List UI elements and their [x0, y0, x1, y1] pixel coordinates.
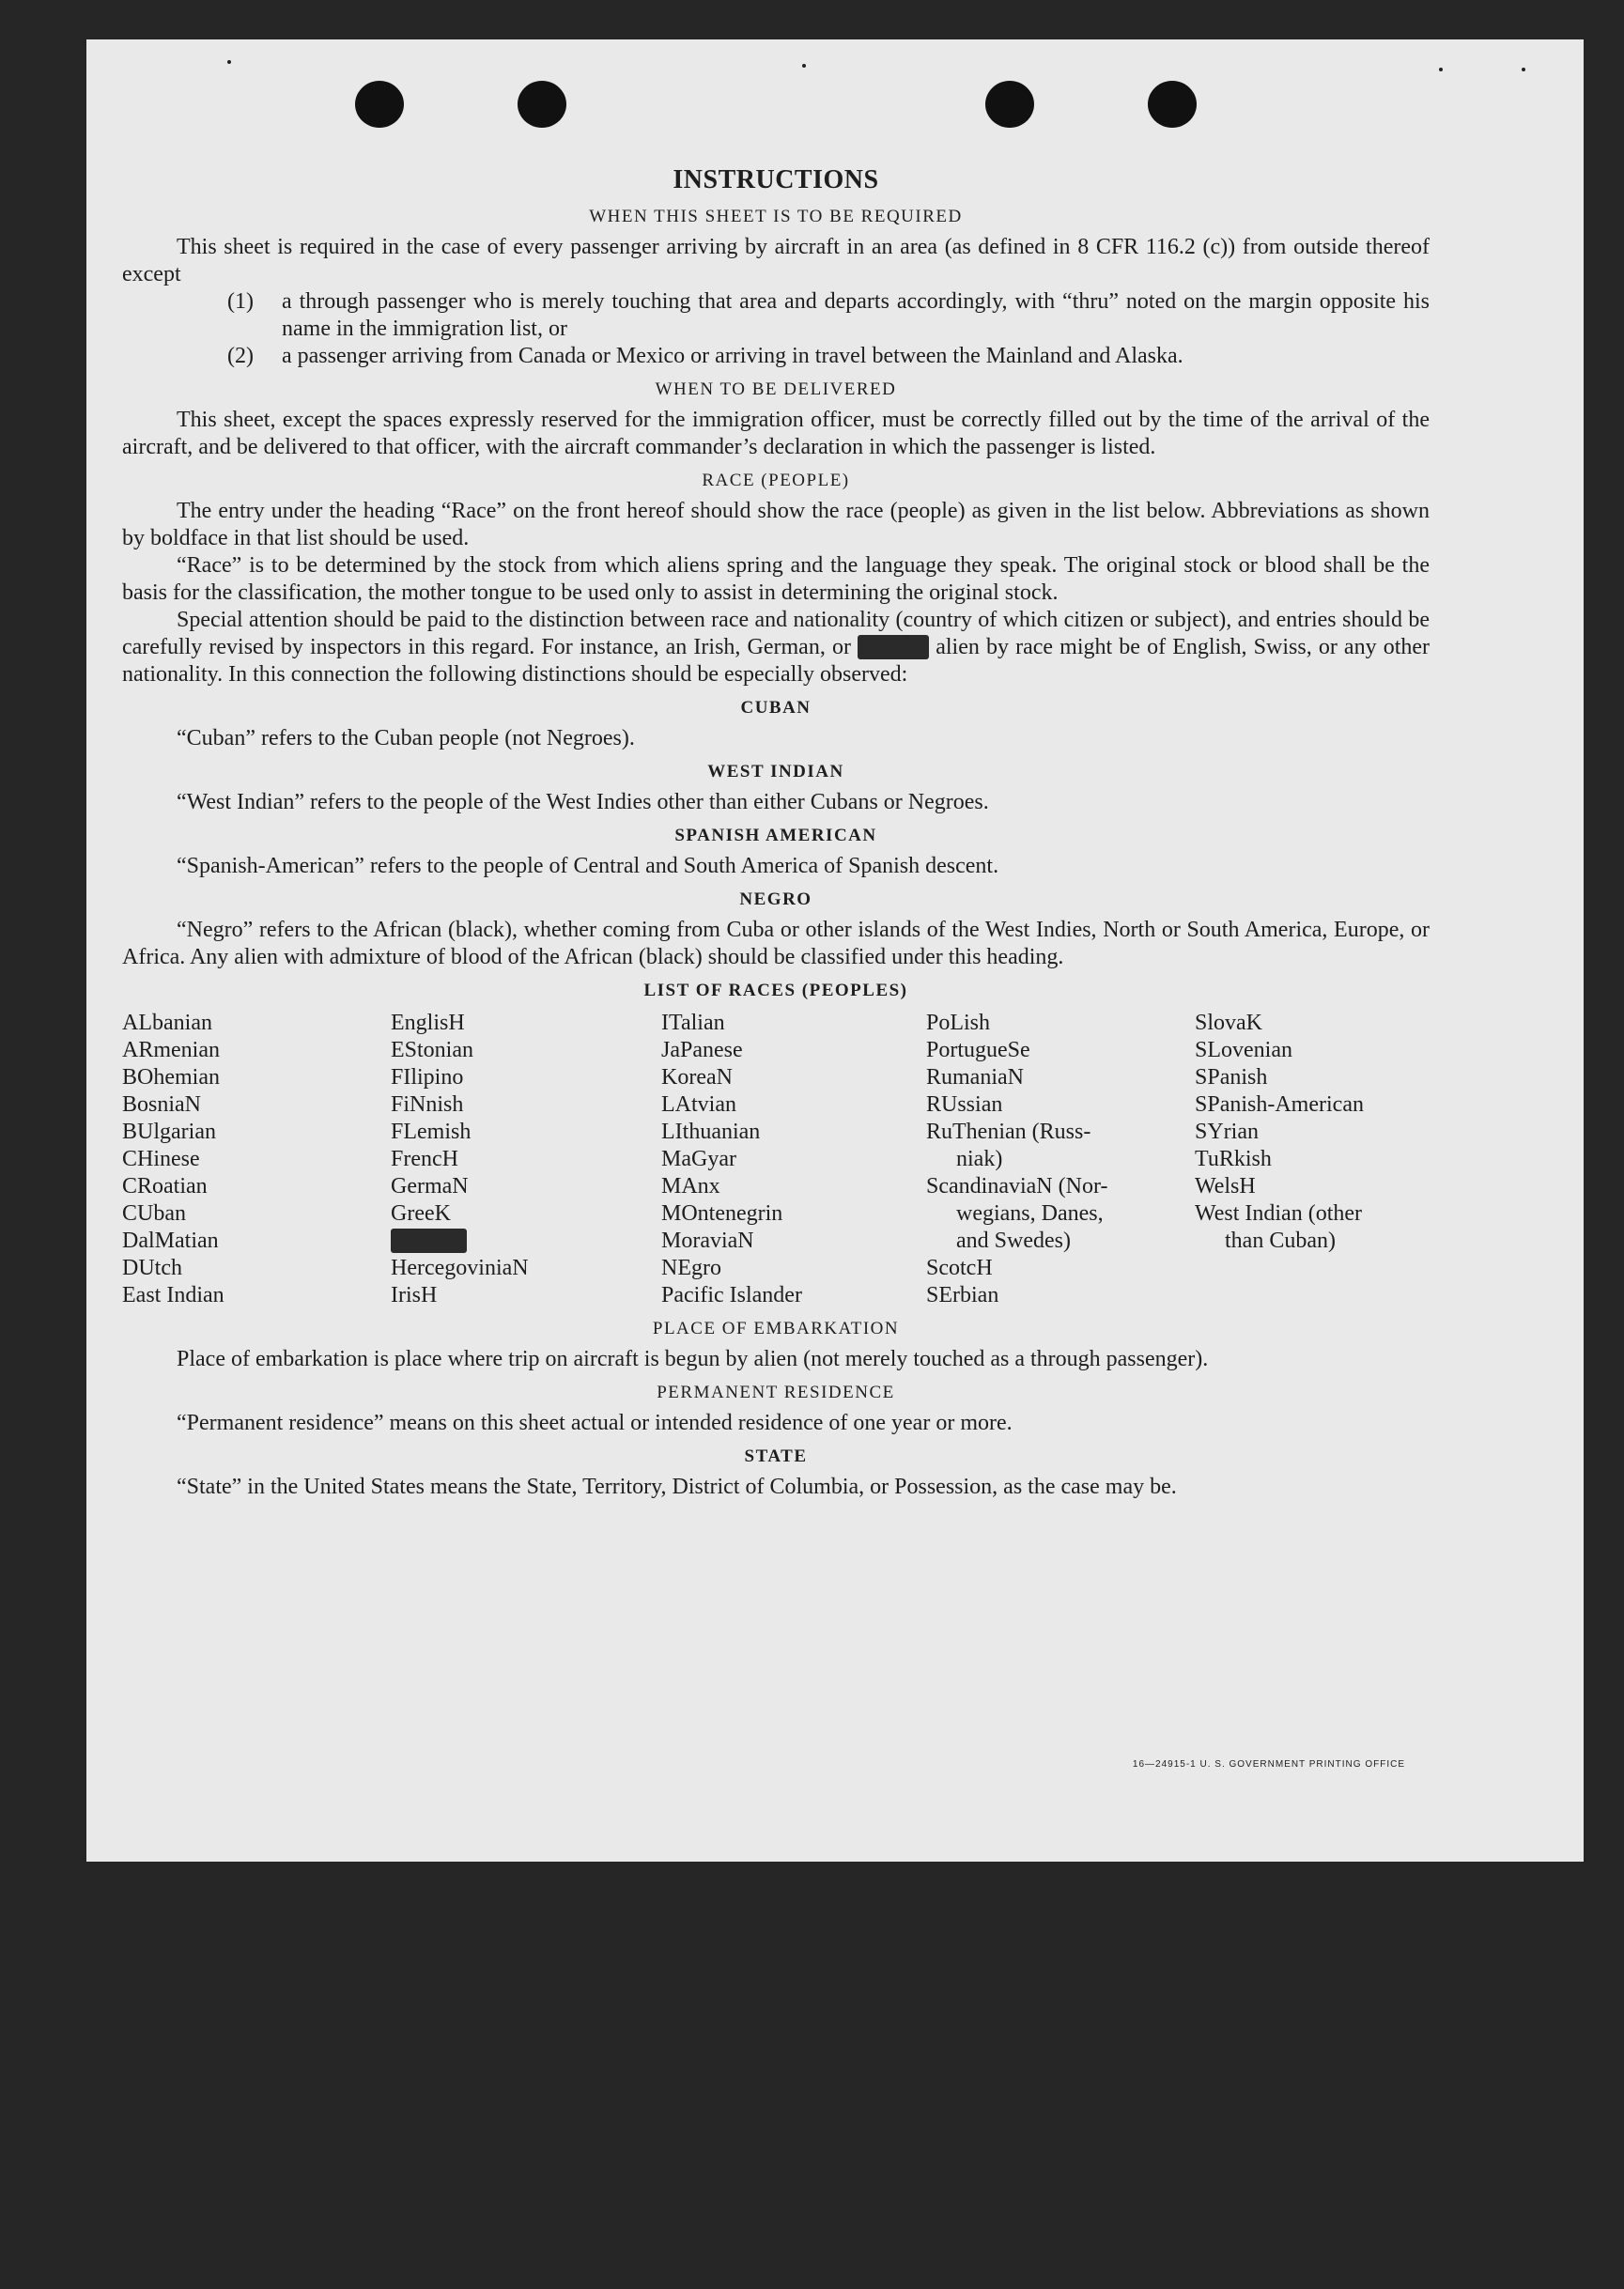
- race-entry: NEgro: [661, 1256, 721, 1280]
- instructions-content: [122, 166, 1430, 1501]
- race-entry: CHinese: [122, 1147, 200, 1171]
- race-entry: KoreaN: [661, 1065, 733, 1090]
- race-entry: MAnx: [661, 1174, 720, 1199]
- state-text: “State” in the United States means the State, Territory, District of Columbia, or Possession, as the case may be.: [177, 1475, 1177, 1499]
- races-column: [122, 1010, 391, 1309]
- punch-hole: [1148, 81, 1197, 128]
- race-entry: JaPanese: [661, 1038, 743, 1062]
- race-paragraph-3-start: Special attention should be paid to the distinction between race and nationality (country of which citizen or subject), and entries should be carefully revised by inspectors in this regard. For instance, an Irish, German, or: [122, 608, 1430, 659]
- negro-text: “Negro” refers to the African (black), whether coming from Cuba or other islands of the West Indies, North or South America, Europe, or Africa. Any alien with admixture of blood of the African (black) should be classified under this heading.: [122, 918, 1430, 969]
- race-paragraph-3: [122, 607, 1430, 688]
- race-entry: RumaniaN: [926, 1065, 1024, 1090]
- race-entry: IrisH: [391, 1283, 438, 1307]
- races-column: [661, 1010, 926, 1309]
- race-entry: ScotcH: [926, 1256, 993, 1280]
- race-entry: EStonian: [391, 1038, 473, 1062]
- race-entry: MOntenegrin: [661, 1201, 783, 1226]
- races-list: [122, 1010, 1430, 1309]
- race-entry: wegians, Danes,: [956, 1201, 1104, 1226]
- race-entry: SlovaK: [1195, 1011, 1262, 1035]
- race-entry: CRoatian: [122, 1174, 208, 1199]
- heading-required: WHEN THIS SHEET IS TO BE REQUIRED: [589, 207, 963, 226]
- race-entry: and Swedes): [956, 1229, 1071, 1253]
- races-column: [1195, 1010, 1430, 1309]
- embarkation-text: Place of embarkation is place where trip on aircraft is begun by alien (not merely touched as a through passenger).: [177, 1347, 1209, 1371]
- heading-residence: PERMANENT RESIDENCE: [657, 1383, 895, 1402]
- race-entry: SYrian: [1195, 1120, 1259, 1144]
- heading-spanish-american: SPANISH AMERICAN: [674, 826, 877, 845]
- item-number: (2): [227, 344, 254, 368]
- heading-delivered: WHEN TO BE DELIVERED: [655, 379, 897, 399]
- race-entry: SErbian: [926, 1283, 999, 1307]
- race-entry: MaGyar: [661, 1147, 736, 1171]
- heading-state: STATE: [744, 1446, 808, 1466]
- race-entry: MoraviaN: [661, 1229, 754, 1253]
- race-entry: RUssian: [926, 1092, 1003, 1117]
- race-entry: West Indian (other: [1195, 1201, 1363, 1226]
- required-intro: This sheet is required in the case of every passenger arriving by aircraft in an area (as defined in 8 CFR 116.2 (c)) from outside thereof except: [122, 235, 1430, 286]
- race-entry: DalMatian: [122, 1229, 219, 1253]
- race-paragraph-3-end: alien by race might be of English, Swiss, or any other nationality. In this connection the following distinctions should be especially observed:: [122, 635, 1431, 687]
- redacted-word: [391, 1229, 467, 1253]
- race-entry: niak): [956, 1147, 1003, 1171]
- punch-hole: [985, 81, 1034, 128]
- race-entry: SPanish-American: [1195, 1092, 1364, 1117]
- race-entry: ITalian: [661, 1011, 725, 1035]
- race-entry: ALbanian: [122, 1011, 212, 1035]
- race-entry: TuRkish: [1195, 1147, 1272, 1171]
- heading-embarkation: PLACE OF EMBARKATION: [652, 1319, 900, 1338]
- race-entry: PoLish: [926, 1011, 991, 1035]
- race-entry: CUban: [122, 1201, 186, 1226]
- race-entry: WelsH: [1195, 1174, 1256, 1199]
- punch-hole: [518, 81, 566, 128]
- race-paragraph-2: “Race” is to be determined by the stock from which aliens spring and the language they speak. The original stock or blood shall be the basis for the classification, the mother tongue to be used only to assist in determining the original stock.: [122, 553, 1430, 605]
- race-entry: than Cuban): [1225, 1229, 1336, 1253]
- race-entry: GreeK: [391, 1201, 451, 1226]
- race-entry: ARmenian: [122, 1038, 220, 1062]
- residence-text: “Permanent residence” means on this sheet actual or intended residence of one year or more.: [177, 1411, 1013, 1435]
- punch-hole: [355, 81, 404, 128]
- race-entry: HercegoviniaN: [391, 1256, 529, 1280]
- printing-office-code: 16—24915-1 U. S. GOVERNMENT PRINTING OFFICE: [1132, 1759, 1405, 1770]
- race-entry: [391, 1228, 661, 1255]
- race-entry: BosniaN: [122, 1092, 201, 1117]
- race-entry: FLemish: [391, 1120, 472, 1144]
- heading-negro: NEGRO: [739, 889, 812, 909]
- delivered-text: This sheet, except the spaces expressly reserved for the immigration officer, must be correctly filled out by the time of the arrival of the aircraft, and be delivered to that officer, with the aircraft commander’s declaration in which the passenger is listed.: [122, 408, 1430, 459]
- list-item: [227, 288, 1430, 343]
- page-title: INSTRUCTIONS: [673, 165, 879, 194]
- race-entry: SPanish: [1195, 1065, 1268, 1090]
- heading-west-indian: WEST INDIAN: [707, 762, 844, 781]
- race-paragraph-1: The entry under the heading “Race” on the front hereof should show the race (people) as given in the list below. Abbreviations as shown by boldface in that list should be used.: [122, 499, 1430, 550]
- race-entry: East Indian: [122, 1283, 224, 1307]
- redacted-word: [858, 635, 929, 659]
- race-entry: Pacific Islander: [661, 1283, 802, 1307]
- race-entry: EnglisH: [391, 1011, 465, 1035]
- race-entry: LIthuanian: [661, 1120, 761, 1144]
- race-entry: DUtch: [122, 1256, 182, 1280]
- race-entry: ScandinaviaN (Nor-: [926, 1174, 1108, 1199]
- heading-cuban: CUBAN: [740, 698, 812, 718]
- spanish-american-text: “Spanish-American” refers to the people of Central and South America of Spanish descent.: [177, 854, 999, 878]
- heading-race: RACE (PEOPLE): [702, 471, 850, 490]
- race-entry: BOhemian: [122, 1065, 220, 1090]
- race-entry: FIlipino: [391, 1065, 464, 1090]
- west-indian-text: “West Indian” refers to the people of the West Indies other than either Cubans or Negroes.: [177, 790, 989, 814]
- item-text: a through passenger who is merely touching that area and departs accordingly, with “thru” noted on the margin opposite his name in the immigration list, or: [282, 289, 1430, 341]
- item-number: (1): [227, 289, 254, 314]
- race-entry: RuThenian (Russ-: [926, 1120, 1091, 1144]
- item-text: a passenger arriving from Canada or Mexico or arriving in travel between the Mainland and Alaska.: [282, 344, 1183, 368]
- list-item: [227, 343, 1430, 370]
- race-entry: BUlgarian: [122, 1120, 216, 1144]
- races-column: [926, 1010, 1195, 1309]
- races-column: [391, 1010, 661, 1309]
- race-entry: LAtvian: [661, 1092, 736, 1117]
- race-entry: FiNnish: [391, 1092, 464, 1117]
- race-entry: SLovenian: [1195, 1038, 1292, 1062]
- race-entry: GermaN: [391, 1174, 469, 1199]
- document-sheet: [86, 39, 1584, 1862]
- race-entry: FrencH: [391, 1147, 458, 1171]
- cuban-text: “Cuban” refers to the Cuban people (not Negroes).: [177, 726, 635, 750]
- heading-list-of-races: LIST OF RACES (PEOPLES): [643, 981, 908, 1000]
- race-entry: PortugueSe: [926, 1038, 1030, 1062]
